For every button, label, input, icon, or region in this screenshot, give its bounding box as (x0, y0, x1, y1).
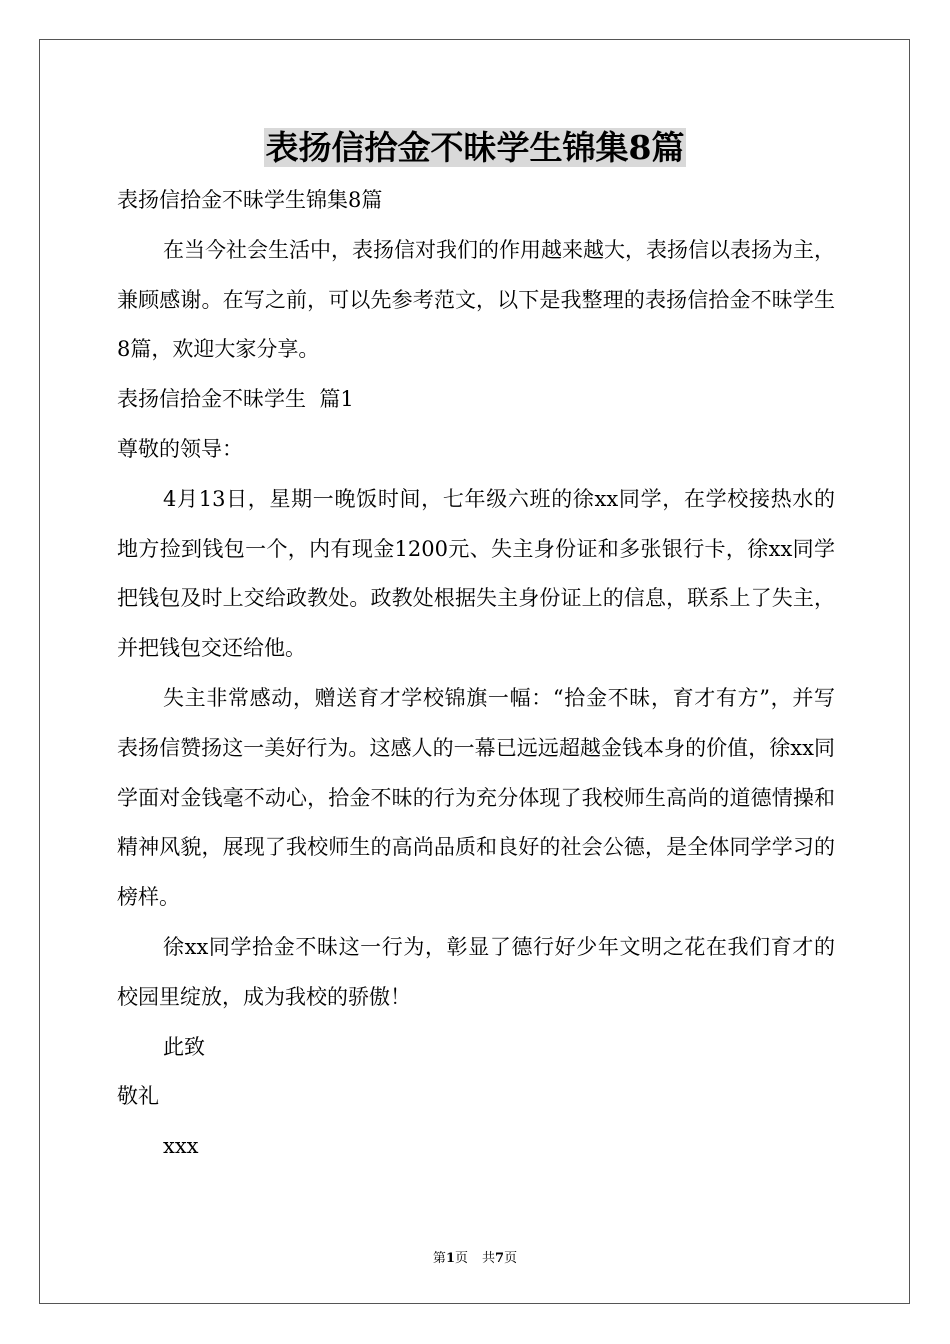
page-prefix: 第 (432, 1251, 446, 1266)
total-suffix: 页 (504, 1251, 518, 1266)
page-total: 7 (495, 1251, 505, 1266)
page-footer (0, 1247, 950, 1266)
total-prefix: 共 (482, 1251, 496, 1266)
body-paragraph: 失主非常感动，赠送育才学校锦旗一幅：“拾金不昧，育才有方”，并写表扬信赞扬这一美好行为。这感人的一幕已远远超越金钱本身的价值，徐xx同学面对金钱毫不动心，拾金不昧的行为充分体现了我校师生高尚的道德情操和精神风貌，展现了我校师生的高尚品质和良好的社会公德，是全体同学学习的榜样。 (117, 685, 835, 910)
document-title-text: 表扬信拾金不昧学生锦集8篇 (265, 128, 685, 167)
closing-jingli: 敬礼 (117, 1084, 159, 1109)
page-mid: 页 (454, 1251, 468, 1266)
salutation: 尊敬的领导： (117, 436, 243, 461)
body-paragraph: 4月13日，星期一晚饭时间，七年级六班的徐xx同学，在学校接热水的地方捡到钱包一个，内有现金1200元、失主身份证和多张银行卡，徐xx同学把钱包及时上交给政教处。政教处根据失主身份证上的信息，联系上了失主，并把钱包交还给他。 (117, 486, 835, 661)
document-body (117, 176, 835, 1172)
section-heading: 表扬信拾金不昧学生 篇1 (117, 387, 354, 412)
page-current: 1 (445, 1251, 455, 1266)
document-title (0, 124, 950, 172)
document-subtitle: 表扬信拾金不昧学生锦集8篇 (117, 188, 383, 212)
body-paragraph: 徐xx同学拾金不昧这一行为，彰显了德行好少年文明之花在我们育才的校园里绽放，成为我校的骄傲！ (117, 934, 835, 1009)
intro-paragraph: 在当今社会生活中，表扬信对我们的作用越来越大，表扬信以表扬为主，兼顾感谢。在写之前，可以先参考范文，以下是我整理的表扬信拾金不昧学生8篇，欢迎大家分享。 (117, 237, 835, 362)
closing-cizhi: 此致 (163, 1034, 205, 1059)
signature: xxx (163, 1134, 199, 1159)
